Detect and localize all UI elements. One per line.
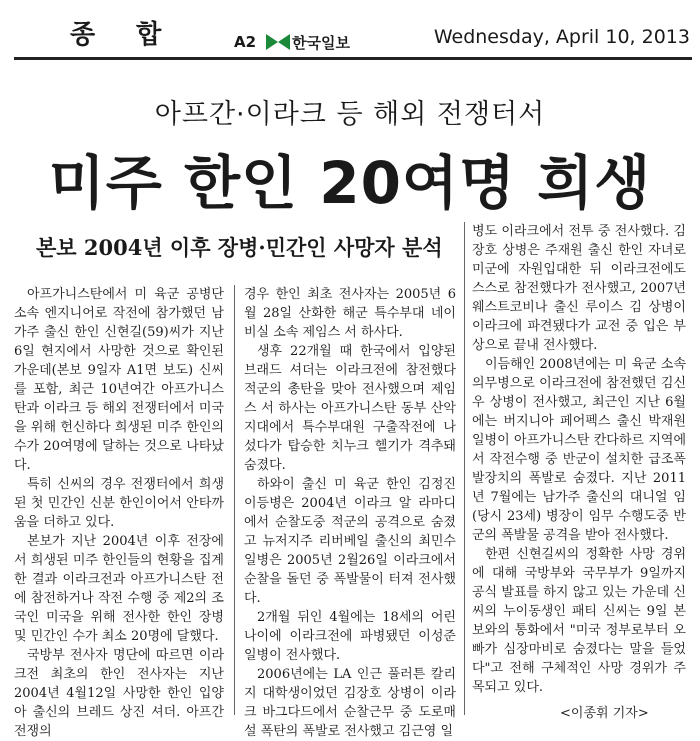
column-divider [464,222,465,715]
paragraph: 본보가 지난 2004년 이후 전장에서 희생된 미주 한인들의 현황을 집계한 결과 이라크전과 아프가니스탄 전에 참전하거나 작전 수행 중 제2의 조국인 미국을 위해 전사한 한인 장병 및 민간인 수가 최소 20명에 달했다. [14,534,224,644]
paragraph: 특히 신씨의 경우 전쟁터에서 희생된 첫 민간인 신분 한인이어서 안타까움을 더하고 있다. [14,477,224,530]
newspaper-logo [266,32,350,52]
paragraph: 국방부 전사자 명단에 따르면 이라크전 최초의 한인 전사자는 지난 2004년 4월12일 사망한 한인 입양아 출신의 브레드 상진 셔더. 아프간 전쟁의 [14,648,224,739]
paragraph: 하와이 출신 미 육군 한인 김정진 이등병은 2004년 이라크 알 라마디에서 순찰도중 적군의 공격으로 숨졌고 뉴저지주 리버베일 출신의 최민수 일병은 2005년 2월26일 이라크에서 순찰을 돌던 중 폭발물이 터져 전사했다. [244,477,456,606]
page-code: A2 [234,33,257,51]
section-label: 종 합 [70,20,178,50]
byline: <이종휘 기자> [560,706,649,721]
masthead [0,0,700,58]
issue-date: Wednesday, April 10, 2013 [433,26,690,48]
newspaper-logo-icon [266,34,290,50]
article-kicker: 아프간·이라크 등 해외 전쟁터서 [154,99,546,130]
column-divider [234,285,235,715]
newspaper-name: 한국일보 [292,33,350,52]
paragraph: 병도 이라크에서 전투 중 전사했다. 김장호 상병은 주재원 출신 한인 자녀로 미군에 자원입대한 뒤 이라크전에도 스스로 참전했다가 전사했고, 2007년 웨스트코비나 출신 루이스 김 상병이 이라크에 파견됐다가 교전 중 입은 부상으로 끝내 전사했다. [472,224,686,353]
article-column-3 [472,222,686,697]
paragraph: 한편 신현길씨의 정확한 사망 경위에 대해 국방부와 국무부가 9일까지 공식 발표를 하지 않고 있는 가운데 신씨의 누이동생인 패티 신씨는 9일 본보와의 통화에서 "미국 정부로부터 오빠가 심장마비로 숨졌다는 말을 들었다"고 전해 구체적인 사망 경위가 주목되고 있다. [472,547,686,695]
article-headline: 미주 한인 20여명 희생 [48,149,652,217]
article-subhead: 본보 2004년 이후 장병·민간인 사망자 분석 [36,235,443,260]
paragraph: 2006년에는 LA 인근 풀러튼 칼리지 대학생이었던 김장호 상병이 이라크 바그다드에서 순찰근무 중 도로매설 폭탄의 폭발로 전사했고 김근영 일 [244,667,456,739]
article-column-2 [244,285,456,741]
paragraph: 이듬해인 2008년에는 미 육군 소속 의무병으로 이라크전에 참전했던 김신우 상병이 전사했고, 최근인 지난 6월에는 버지니아 페어펙스 출신 박재원 일병이 아프가니스탄 칸다하르 지역에서 작전수행 중 반군이 설치한 급조폭발장치의 폭발로 숨졌다. 지난 2011년 7월에는 남가주 출신의 대니얼 임(당시 23세) 병장이 임무 수행도중 반군의 폭발물 공격을 받아 전사했다. [472,357,686,543]
article-column-1 [14,285,224,741]
paragraph: 아프가니스탄에서 미 육군 공병단 소속 엔지니어로 작전에 참가했던 남가주 출신 한인 신현길(59)씨가 지난 6일 현지에서 사망한 것으로 확인된 가운데(본보 9일자 A1면 보도) 신씨를 포함, 최근 10년여간 아프가니스탄과 이라크 등 해외 전쟁터에서 미국을 위해 헌신하다 희생된 미주 한인의 수가 20여명에 달하는 것으로 나타났다. [14,287,224,473]
paragraph: 경우 한인 최초 전사자는 2005년 6월 28일 산화한 해군 특수부대 네이비실 소속 제임스 서 하사다. [244,287,456,340]
paragraph: 생후 22개월 때 한국에서 입양된 브래드 셔더는 이라크전에 참전했다 적군의 총탄을 맞아 전사했으며 제임스 서 하사는 아프가니스탄 동부 산악지대에서 특수부대원 구출작전에 나섰다가 탑승한 치누크 헬기가 격추돼 숨졌다. [244,344,456,473]
masthead-rule [14,57,692,60]
paragraph: 2개월 뒤인 4월에는 18세의 어린 나이에 이라크전에 파병됐던 이성준 일병이 전사했다. [244,610,456,663]
